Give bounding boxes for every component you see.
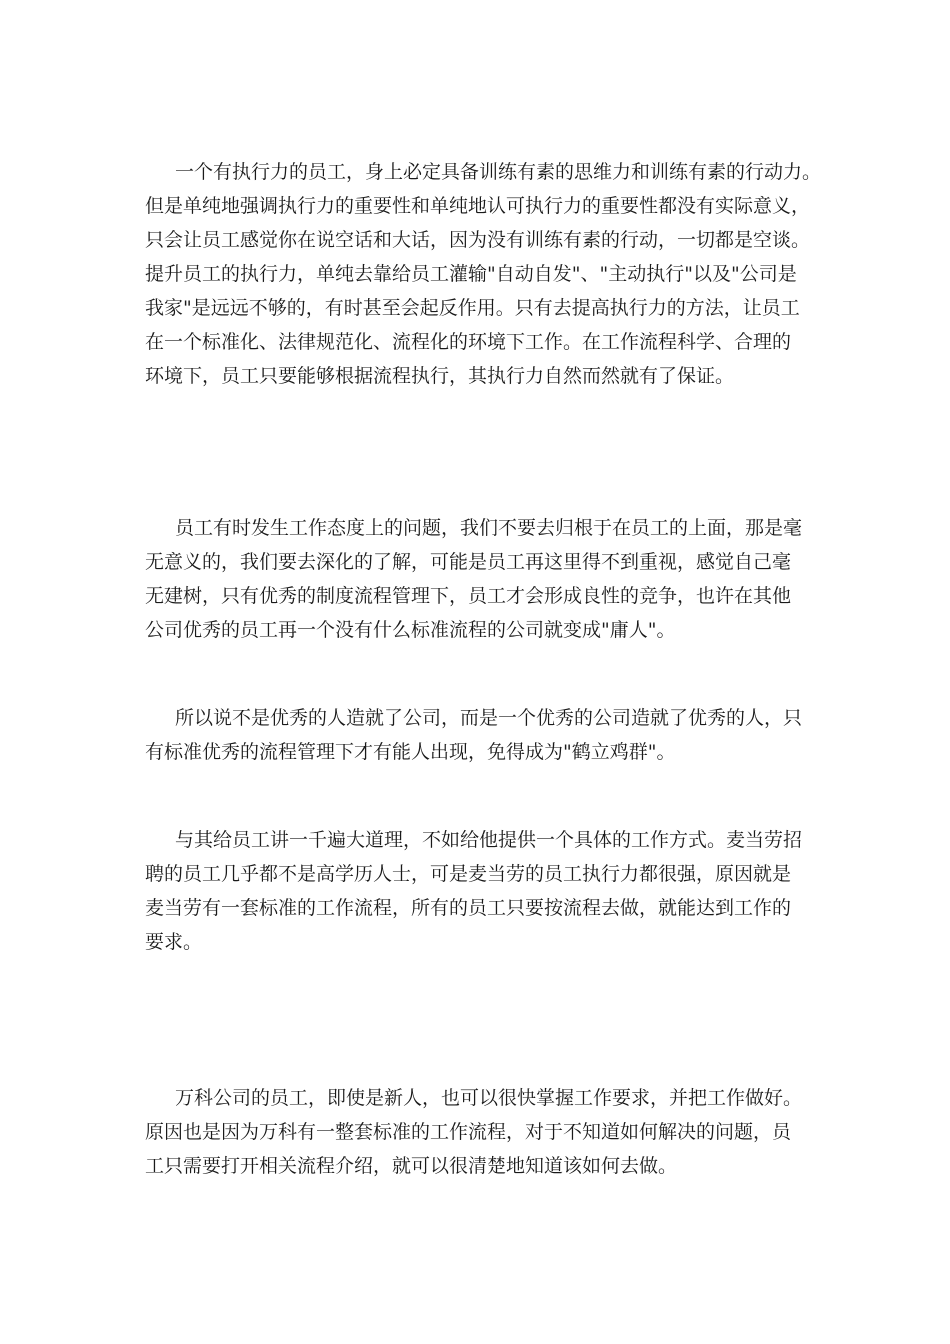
paragraph-line: 原因也是因为万科有一整套标准的工作流程，对于不知道如何解决的问题，员: [145, 1121, 792, 1143]
paragraph-line: 无意义的，我们要去深化的了解，可能是员工再这里得不到重视，感觉自己毫: [145, 551, 792, 573]
paragraph-line: 万科公司的员工，即使是新人，也可以很快掌握工作要求，并把工作做好。: [175, 1087, 803, 1109]
paragraph-line: 聘的员工几乎都不是高学历人士，可是麦当劳的员工执行力都很强，原因就是: [145, 863, 792, 885]
paragraph-line: 麦当劳有一套标准的工作流程，所有的员工只要按流程去做，就能达到工作的: [145, 897, 792, 919]
paragraph-line: 有标准优秀的流程管理下才有能人出现，免得成为"鹤立鸡群"。: [145, 741, 676, 763]
paragraph-line: 一个有执行力的员工，身上必定具备训练有素的思维力和训练有素的行动力。: [175, 161, 822, 183]
paragraph-line: 环境下，员工只要能够根据流程执行，其执行力自然而然就有了保证。: [145, 365, 735, 387]
paragraph-line: 在一个标准化、法律规范化、流程化的环境下工作。在工作流程科学、合理的: [145, 331, 792, 353]
paragraph-line: 但是单纯地强调执行力的重要性和单纯地认可执行力的重要性都没有实际意义，: [145, 195, 811, 217]
paragraph-line: 员工有时发生工作态度上的问题，我们不要去归根于在员工的上面，那是毫: [175, 517, 803, 539]
paragraph-1: [145, 155, 825, 393]
paragraph-line: 公司优秀的员工再一个没有什么标准流程的公司就变成"庸人"。: [145, 619, 676, 641]
paragraph-line: 提升员工的执行力，单纯去靠给员工灌输"自动自发"、"主动执行"以及"公司是: [145, 263, 797, 285]
paragraph-5: [145, 1081, 825, 1183]
paragraph-line: 我家"是远远不够的，有时甚至会起反作用。只有去提高执行力的方法，让员工: [145, 297, 800, 319]
paragraph-2: [145, 511, 825, 647]
paragraph-line: 所以说不是优秀的人造就了公司，而是一个优秀的公司造就了优秀的人，只: [175, 707, 803, 729]
paragraph-3: [145, 701, 825, 769]
paragraph-line: 与其给员工讲一千遍大道理，不如给他提供一个具体的工作方式。麦当劳招: [175, 829, 803, 851]
paragraph-line: 工只需要打开相关流程介绍，就可以很清楚地知道该如何去做。: [145, 1155, 678, 1177]
paragraph-line: 无建树，只有优秀的制度流程管理下，员工才会形成良性的竞争，也许在其他: [145, 585, 792, 607]
paragraph-line: 要求。: [145, 931, 203, 953]
paragraph-4: [145, 823, 825, 959]
paragraph-line: 只会让员工感觉你在说空话和大话，因为没有训练有素的行动，一切都是空谈。: [145, 229, 811, 251]
